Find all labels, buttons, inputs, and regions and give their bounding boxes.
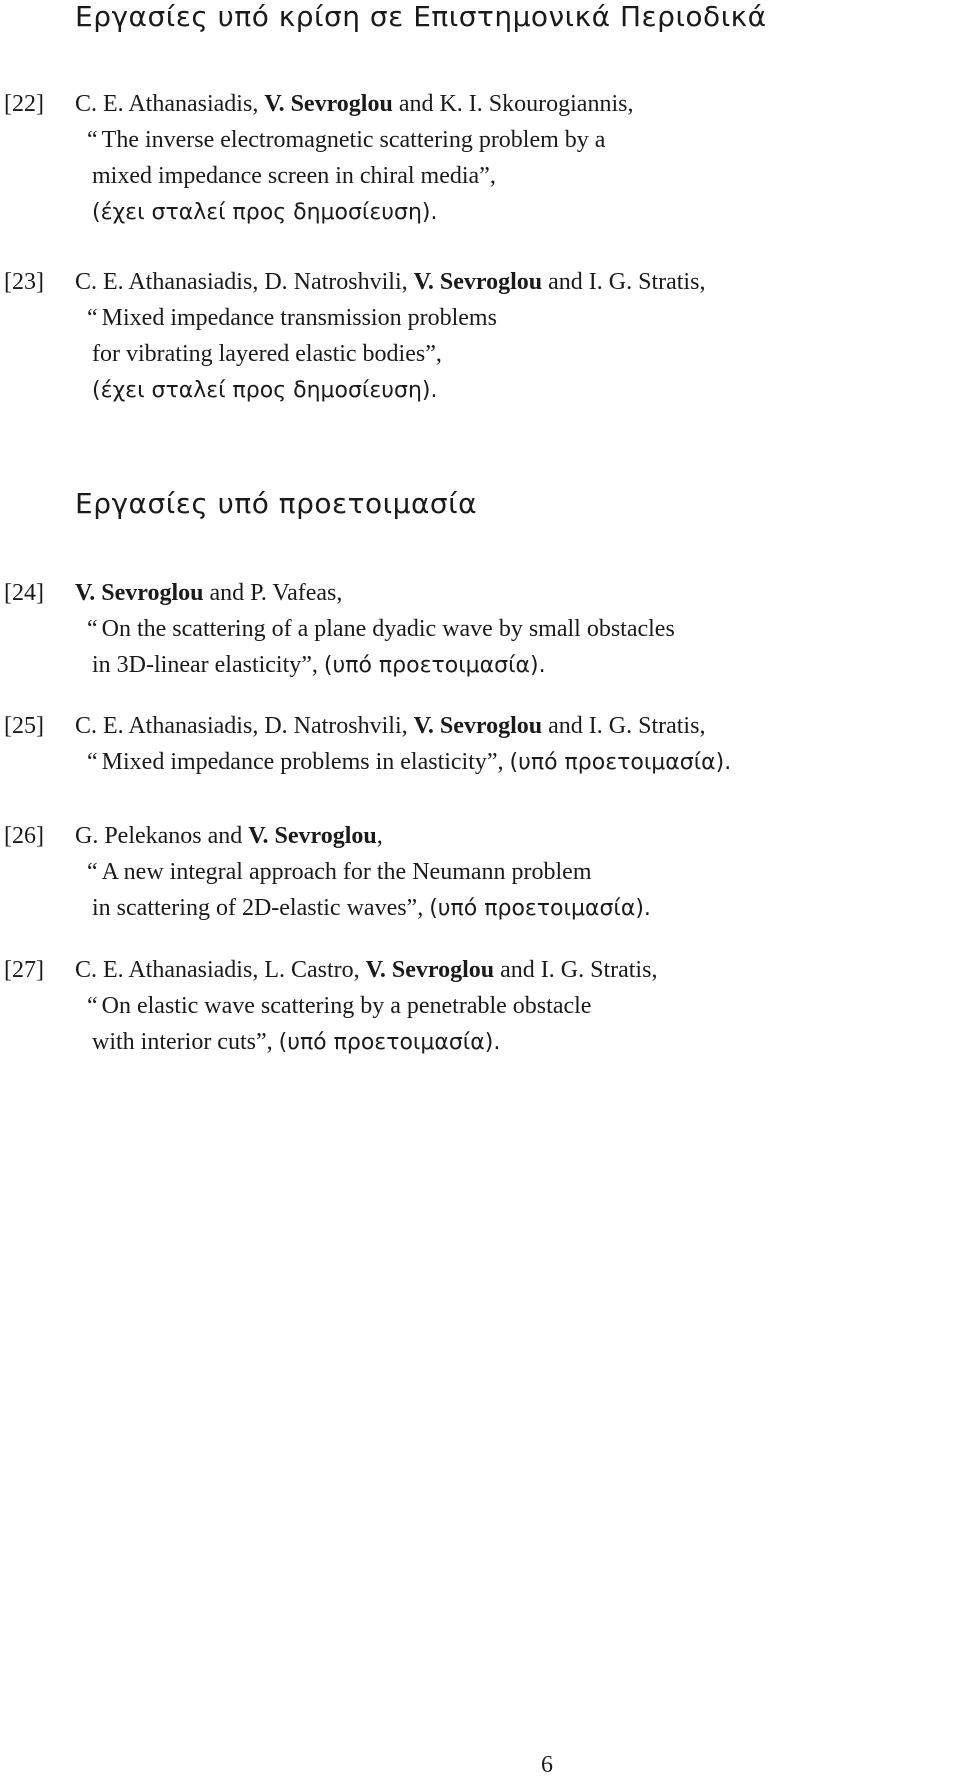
reference-title-line: “ A new integral approach for the Neumann problem: [87, 859, 592, 885]
author-highlight: V. Sevroglou: [365, 957, 495, 983]
reference-body: [75, 575, 955, 683]
authors-pre: G. Pelekanos and: [75, 823, 243, 849]
reference-title-line: “ On the scattering of a plane dyadic wave by small obstacles: [87, 616, 675, 642]
authors-post: and I. G. Stratis,: [548, 269, 706, 295]
reference-title-line: in scattering of 2D-elastic waves”, (υπό προετοιμασία).: [92, 895, 651, 921]
reference-title-line: in 3D-linear elasticity”, (υπό προετοιμασία).: [92, 652, 546, 678]
open-quote: “: [87, 616, 98, 642]
page-number: 6: [541, 1752, 553, 1778]
authors-pre: C. E. Athanasiadis, L. Castro,: [75, 957, 360, 983]
reference-status: (έχει σταλεί προς δημοσίευση).: [92, 378, 438, 403]
reference-title-line: for vibrating layered elastic bodies”,: [92, 341, 442, 367]
authors-post: and I. G. Stratis,: [500, 957, 658, 983]
reference-title-line: “ The inverse electromagnetic scattering problem by a: [87, 127, 606, 153]
authors-post: and K. I. Skourogiannis,: [398, 91, 634, 117]
open-quote: “: [87, 993, 98, 1019]
reference-body: [75, 708, 955, 780]
authors-post: and I. G. Stratis,: [548, 713, 706, 739]
reference-authors: [75, 708, 955, 744]
reference-status: (υπό προετοιμασία).: [429, 896, 651, 921]
reference-title-line: “ Mixed impedance problems in elasticity”, (υπό προετοιμασία).: [87, 749, 732, 775]
reference-body: [75, 818, 955, 926]
reference-authors: [75, 818, 955, 854]
reference-authors: [75, 952, 955, 988]
authors-pre: C. E. Athanasiadis, D. Natroshvili,: [75, 713, 408, 739]
reference-title-line: mixed impedance screen in chiral media”,: [92, 163, 496, 189]
author-highlight: V. Sevroglou: [413, 269, 543, 295]
reference-body: [75, 264, 955, 408]
reference-title-line: “ Mixed impedance transmission problems: [87, 305, 497, 331]
reference-body: [75, 952, 955, 1060]
authors-post: ,: [376, 823, 383, 849]
open-quote: “: [87, 859, 98, 885]
reference-number: [27]: [4, 957, 44, 983]
author-highlight: V. Sevroglou: [248, 823, 377, 849]
section-heading-under-review: Εργασίες υπό κρίση σε Επιστημονικά Περιοδικά: [75, 0, 767, 33]
authors-post: and P. Vafeas,: [209, 580, 343, 606]
reference-status: (υπό προετοιμασία).: [278, 1030, 501, 1055]
reference-body: [75, 86, 955, 230]
open-quote: “: [87, 749, 98, 775]
reference-status: (υπό προετοιμασία).: [509, 750, 732, 775]
reference-authors: [75, 86, 955, 122]
reference-authors: [75, 264, 955, 300]
reference-number: [26]: [4, 823, 44, 849]
reference-number: [22]: [4, 91, 44, 117]
reference-title-line: “ On elastic wave scattering by a penetrable obstacle: [87, 993, 592, 1019]
section-heading-in-preparation: Εργασίες υπό προετοιμασία: [75, 487, 478, 520]
author-highlight: V. Sevroglou: [264, 91, 393, 117]
reference-authors: [75, 575, 955, 611]
open-quote: “: [87, 127, 98, 153]
author-highlight: V. Sevroglou: [75, 580, 204, 606]
reference-number: [23]: [4, 269, 44, 295]
reference-number: [24]: [4, 580, 44, 606]
authors-pre: C. E. Athanasiadis,: [75, 91, 259, 117]
reference-title-line: with interior cuts”, (υπό προετοιμασία).: [92, 1029, 501, 1055]
reference-status: (υπό προετοιμασία).: [323, 653, 546, 678]
reference-status: (έχει σταλεί προς δημοσίευση).: [92, 200, 438, 225]
open-quote: “: [87, 305, 98, 331]
author-highlight: V. Sevroglou: [413, 713, 543, 739]
authors-pre: C. E. Athanasiadis, D. Natroshvili,: [75, 269, 408, 295]
reference-number: [25]: [4, 713, 44, 739]
